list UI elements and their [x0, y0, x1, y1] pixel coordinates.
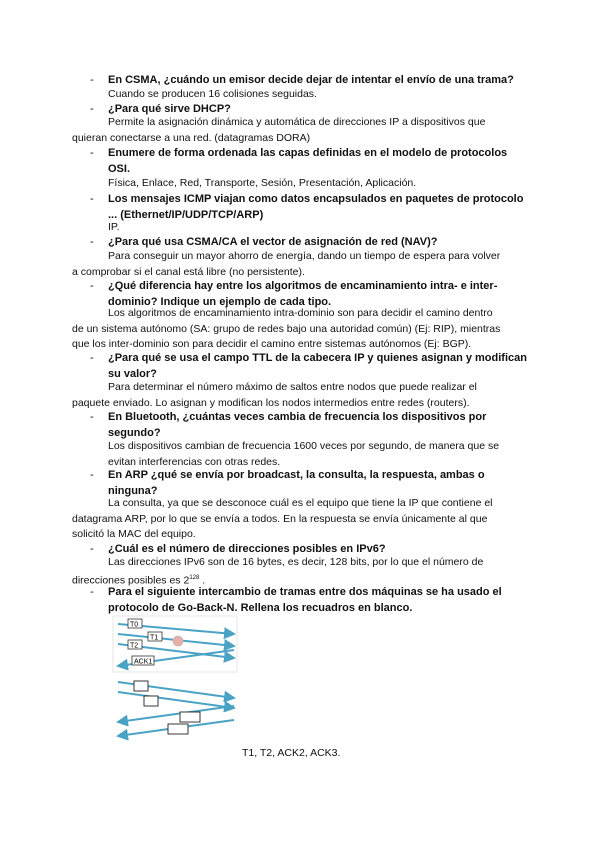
question-text: ¿Para qué sirve DHCP?	[108, 103, 231, 115]
ack-arrow	[118, 706, 234, 722]
question-text: En Bluetooth, ¿cuántas veces cambia de frecuencia los dispositivos por segundo?	[108, 411, 487, 439]
question-text: Los mensajes ICMP viajan como datos encapsulados en paquetes de protocolo ... (Ethernet/IP/UDP/TCP/ARP)	[108, 193, 524, 221]
go-back-n-diagram	[112, 614, 240, 742]
answer-line: que los inter-dominio son para decidir el camino entre sistemas autónomos (Ej: BGP).	[72, 338, 472, 350]
answer-line: IP.	[108, 221, 120, 233]
question-text: ¿Cuál es el número de direcciones posibles en IPv6?	[108, 543, 386, 555]
bullet-dash: -	[90, 74, 94, 86]
answer-line: Los algoritmos de encaminamiento intra-dominio son para decidir el camino dentro	[108, 307, 493, 319]
label-t1: T1	[150, 634, 159, 642]
answer-line: La consulta, ya que se desconoce cuál es el equipo que tiene la IP que contiene el	[108, 497, 493, 509]
answer-line: Para conseguir un mayor ahorro de energía, dando un tiempo de espera para volver	[108, 250, 501, 262]
period: .	[199, 574, 206, 586]
bullet-dash: -	[90, 280, 94, 292]
question-text: Para el siguiente intercambio de tramas entre dos máquinas se ha usado el protocolo de Go-Back-N. Rellena los recuadros en blanco.	[108, 586, 502, 614]
question-text: ¿Para qué se usa el campo TTL de la cabecera IP y quienes asignan y modifican su valor?	[108, 352, 527, 380]
answer-2	[72, 115, 528, 146]
answer-line: Para determinar el número máximo de saltos entre nodos que puede realizar el	[108, 381, 477, 393]
answer-3	[108, 176, 528, 192]
bullet-dash: -	[90, 352, 94, 364]
answer-line: a comprobar si el canal está libre (no persistente).	[72, 265, 305, 278]
answer-6	[72, 306, 528, 353]
bullet-dash: -	[90, 236, 94, 248]
frame-arrow	[118, 692, 234, 708]
blank-box	[134, 681, 148, 691]
answer-line: quieran conectarse a una red. (datagramas DORA)	[72, 131, 311, 144]
answer-line: Física, Enlace, Red, Transporte, Sesión, Presentación, Aplicación.	[108, 177, 417, 189]
answer-9	[72, 496, 528, 543]
answer-line: evitan interferencias con otras redes.	[108, 455, 281, 468]
bullet-dash: -	[90, 147, 94, 159]
answer-5	[72, 249, 528, 280]
exponent: 128	[189, 574, 200, 581]
question-text: Enumere de forma ordenada las capas definidas en el modelo de protocolos OSI.	[108, 147, 508, 175]
question-text: En CSMA, ¿cuándo un emisor decide dejar de intentar el envío de una trama?	[108, 74, 514, 86]
answer-text: direcciones posibles es 2	[72, 574, 190, 586]
answer-8	[108, 439, 528, 470]
answer-line: datagrama ARP, por lo que se envía a todos. En la respuesta se envía únicamente al que	[72, 512, 488, 525]
bullet-dash: -	[90, 411, 94, 423]
diagram-answer: T1, T2, ACK2, ACK3.	[242, 747, 341, 759]
lost-frame-icon	[173, 636, 183, 646]
blank-box	[144, 696, 158, 706]
question-text: En ARP ¿qué se envía por broadcast, la consulta, la respuesta, ambas o ninguna?	[108, 469, 485, 497]
answer-line: Las direcciones IPv6 son de 16 bytes, es decir, 128 bits, por lo que el número de	[108, 556, 484, 568]
bullet-dash: -	[90, 543, 94, 555]
answer-line: de un sistema autónomo (SA: grupo de redes bajo una autoridad común) (Ej: RIP), mientras	[72, 322, 501, 335]
answer-line: Los dispositivos cambian de frecuencia 1600 veces por segundo, de manera que se	[108, 440, 500, 452]
label-t0: T0	[130, 621, 139, 629]
label-ack1: ACK1	[134, 658, 153, 666]
bullet-dash: -	[90, 193, 94, 205]
bullet-dash: -	[90, 103, 94, 115]
label-t2: T2	[130, 642, 139, 650]
answer-7	[72, 380, 528, 411]
blank-box	[180, 712, 200, 722]
blank-box	[168, 724, 188, 734]
answer-line: Permite la asignación dinámica y automática de direcciones IP a dispositivos que	[108, 116, 486, 128]
answer-line: solicitó la MAC del equipo.	[72, 528, 196, 540]
question-text: ¿Qué diferencia hay entre los algoritmos de encaminamiento intra- e inter-dominio? Indique un ejemplo de cada tipo.	[108, 280, 498, 308]
bullet-dash: -	[90, 469, 94, 481]
bullet-dash: -	[90, 586, 94, 598]
question-text: ¿Para qué usa CSMA/CA el vector de asignación de red (NAV)?	[108, 236, 438, 248]
answer-line: paquete enviado. Lo asignan y modifican los nodos intermedios entre redes (routers).	[72, 396, 470, 409]
answer-line: Cuando se producen 16 colisiones seguidas.	[108, 88, 317, 100]
